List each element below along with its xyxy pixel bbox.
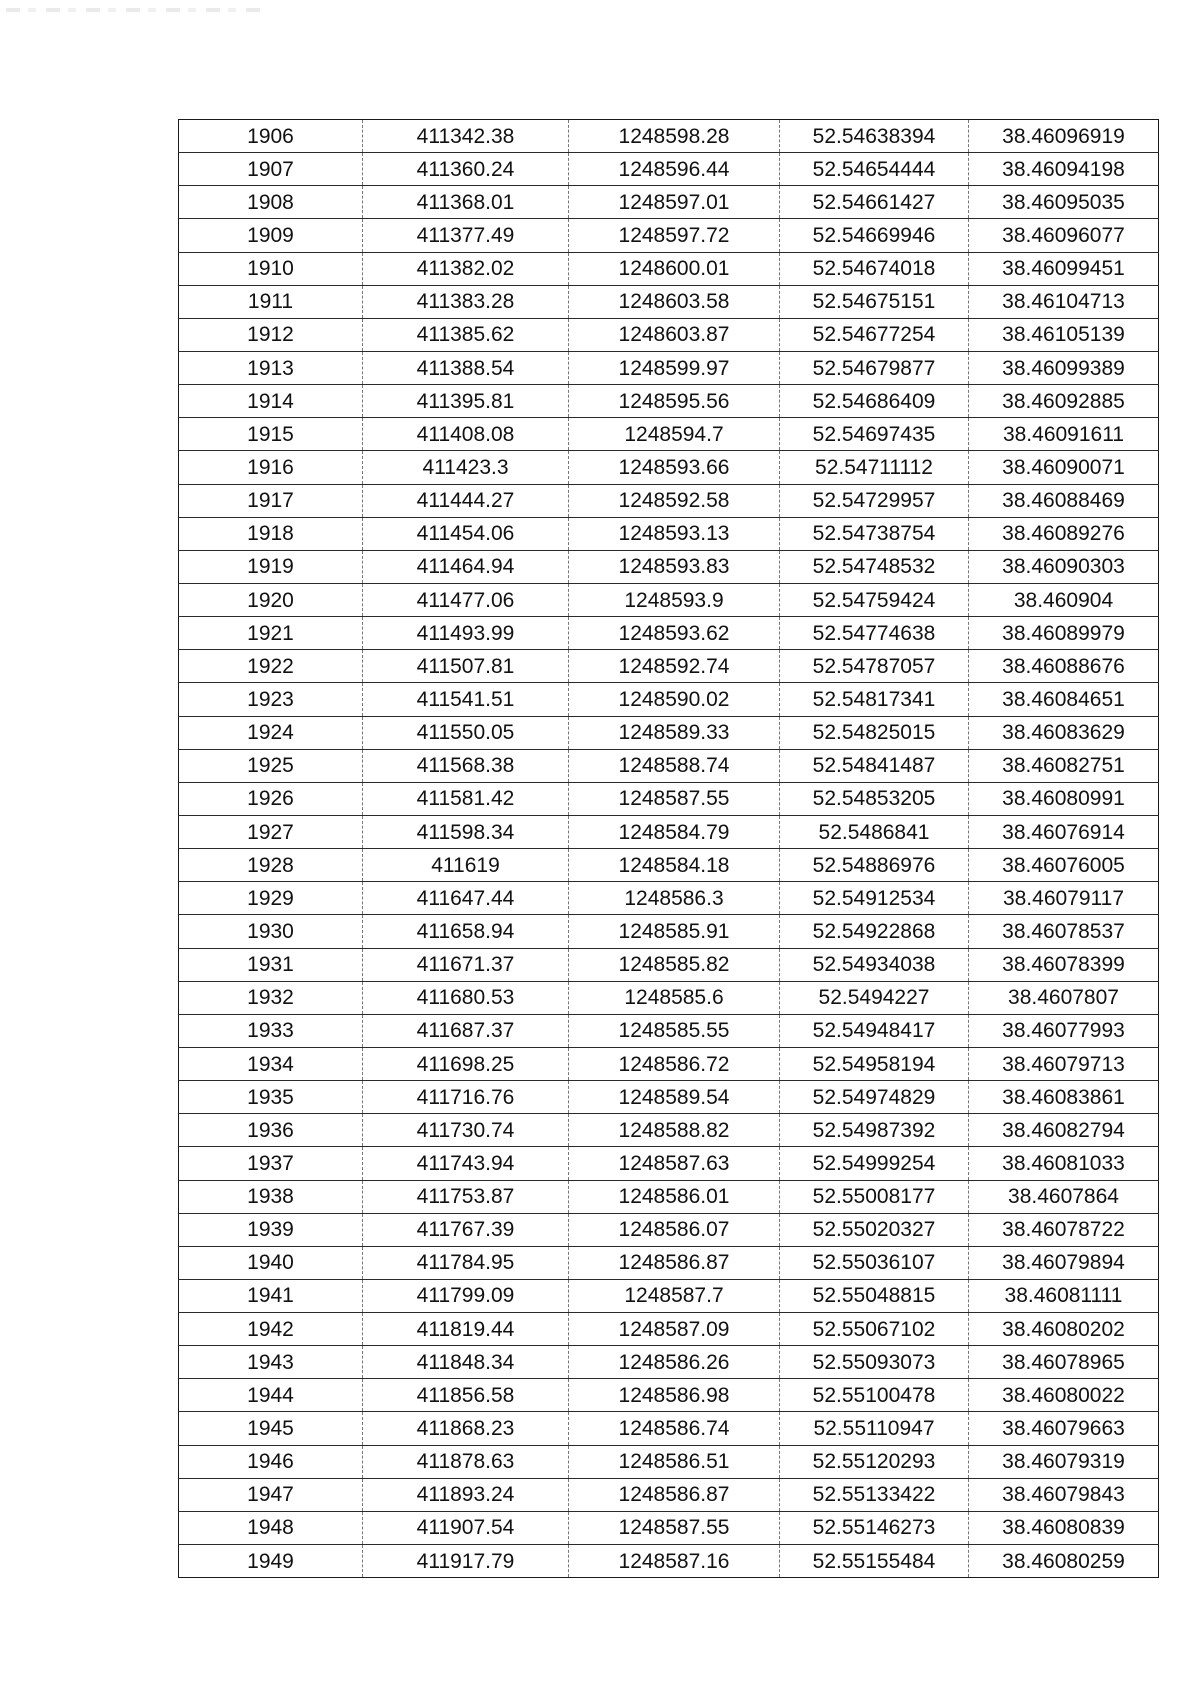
coordinate-a-cell: 52.54853205	[780, 782, 969, 815]
coordinate-a-cell: 52.54958194	[780, 1047, 969, 1080]
coordinate-a-cell: 52.55133422	[780, 1478, 969, 1511]
northing-cell: 1248586.07	[569, 1213, 780, 1246]
coordinates-table-body	[179, 120, 1159, 1578]
coordinate-b-cell: 38.46079843	[969, 1478, 1159, 1511]
point-number-cell: 1906	[179, 120, 363, 153]
table-row	[179, 351, 1159, 384]
table-row	[179, 782, 1159, 815]
easting-cell: 411444.27	[363, 484, 569, 517]
coordinate-a-cell: 52.54817341	[780, 683, 969, 716]
northing-cell: 1248593.66	[569, 451, 780, 484]
point-number-cell: 1949	[179, 1545, 363, 1578]
coordinate-b-cell: 38.46095035	[969, 186, 1159, 219]
point-number-cell: 1937	[179, 1147, 363, 1180]
coordinate-b-cell: 38.46094198	[969, 153, 1159, 186]
table-row	[179, 1346, 1159, 1379]
coordinate-a-cell: 52.54654444	[780, 153, 969, 186]
point-number-cell: 1923	[179, 683, 363, 716]
coordinate-b-cell: 38.46104713	[969, 285, 1159, 318]
table-row	[179, 1081, 1159, 1114]
table-row	[179, 749, 1159, 782]
point-number-cell: 1925	[179, 749, 363, 782]
table-row	[179, 716, 1159, 749]
northing-cell: 1248584.79	[569, 815, 780, 848]
coordinate-a-cell: 52.54669946	[780, 219, 969, 252]
point-number-cell: 1946	[179, 1445, 363, 1478]
coordinate-a-cell: 52.54774638	[780, 617, 969, 650]
point-number-cell: 1915	[179, 418, 363, 451]
table-row	[179, 451, 1159, 484]
table-row	[179, 1445, 1159, 1478]
table-row	[179, 1246, 1159, 1279]
point-number-cell: 1944	[179, 1379, 363, 1412]
point-number-cell: 1918	[179, 517, 363, 550]
coordinate-b-cell: 38.460904	[969, 583, 1159, 616]
table-row	[179, 418, 1159, 451]
coordinate-a-cell: 52.55100478	[780, 1379, 969, 1412]
easting-cell: 411671.37	[363, 948, 569, 981]
easting-cell: 411687.37	[363, 1014, 569, 1047]
coordinate-b-cell: 38.46080202	[969, 1313, 1159, 1346]
easting-cell: 411658.94	[363, 915, 569, 948]
coordinate-a-cell: 52.54711112	[780, 451, 969, 484]
table-row	[179, 252, 1159, 285]
coordinate-a-cell: 52.54677254	[780, 318, 969, 351]
coordinate-a-cell: 52.55093073	[780, 1346, 969, 1379]
point-number-cell: 1935	[179, 1081, 363, 1114]
coordinate-a-cell: 52.55146273	[780, 1511, 969, 1544]
coordinate-a-cell: 52.54886976	[780, 849, 969, 882]
coordinate-b-cell: 38.46090071	[969, 451, 1159, 484]
point-number-cell: 1941	[179, 1279, 363, 1312]
northing-cell: 1248586.3	[569, 882, 780, 915]
coordinate-a-cell: 52.54987392	[780, 1114, 969, 1147]
easting-cell: 411368.01	[363, 186, 569, 219]
point-number-cell: 1947	[179, 1478, 363, 1511]
northing-cell: 1248586.87	[569, 1478, 780, 1511]
easting-cell: 411408.08	[363, 418, 569, 451]
point-number-cell: 1940	[179, 1246, 363, 1279]
coordinate-b-cell: 38.46079894	[969, 1246, 1159, 1279]
coordinate-b-cell: 38.46079713	[969, 1047, 1159, 1080]
point-number-cell: 1919	[179, 550, 363, 583]
coordinate-b-cell: 38.46079117	[969, 882, 1159, 915]
coordinate-b-cell: 38.46078722	[969, 1213, 1159, 1246]
coordinate-a-cell: 52.55036107	[780, 1246, 969, 1279]
easting-cell: 411799.09	[363, 1279, 569, 1312]
coordinate-a-cell: 52.54738754	[780, 517, 969, 550]
coordinate-b-cell: 38.46077993	[969, 1014, 1159, 1047]
coordinate-a-cell: 52.5486841	[780, 815, 969, 848]
coordinate-b-cell: 38.46090303	[969, 550, 1159, 583]
table-row	[179, 650, 1159, 683]
coordinate-b-cell: 38.46091611	[969, 418, 1159, 451]
coordinate-b-cell: 38.46080259	[969, 1545, 1159, 1578]
point-number-cell: 1934	[179, 1047, 363, 1080]
coordinate-a-cell: 52.54675151	[780, 285, 969, 318]
table-row	[179, 1180, 1159, 1213]
northing-cell: 1248592.58	[569, 484, 780, 517]
easting-cell: 411680.53	[363, 981, 569, 1014]
table-row	[179, 683, 1159, 716]
northing-cell: 1248585.55	[569, 1014, 780, 1047]
easting-cell: 411848.34	[363, 1346, 569, 1379]
table-row	[179, 186, 1159, 219]
northing-cell: 1248603.87	[569, 318, 780, 351]
point-number-cell: 1922	[179, 650, 363, 683]
point-number-cell: 1929	[179, 882, 363, 915]
coordinate-a-cell: 52.5494227	[780, 981, 969, 1014]
coordinate-b-cell: 38.46092885	[969, 385, 1159, 418]
easting-cell: 411598.34	[363, 815, 569, 848]
coordinate-a-cell: 52.54787057	[780, 650, 969, 683]
northing-cell: 1248597.01	[569, 186, 780, 219]
table-row	[179, 153, 1159, 186]
coordinate-a-cell: 52.55120293	[780, 1445, 969, 1478]
coordinate-a-cell: 52.54841487	[780, 749, 969, 782]
point-number-cell: 1938	[179, 1180, 363, 1213]
coordinate-b-cell: 38.4607864	[969, 1180, 1159, 1213]
easting-cell: 411730.74	[363, 1114, 569, 1147]
table-row	[179, 1545, 1159, 1578]
northing-cell: 1248586.72	[569, 1047, 780, 1080]
coordinate-b-cell: 38.46080022	[969, 1379, 1159, 1412]
point-number-cell: 1933	[179, 1014, 363, 1047]
table-row	[179, 948, 1159, 981]
point-number-cell: 1910	[179, 252, 363, 285]
coordinate-b-cell: 38.46082751	[969, 749, 1159, 782]
coordinate-b-cell: 38.46081033	[969, 1147, 1159, 1180]
coordinate-a-cell: 52.54948417	[780, 1014, 969, 1047]
northing-cell: 1248587.09	[569, 1313, 780, 1346]
northing-cell: 1248588.82	[569, 1114, 780, 1147]
easting-cell: 411893.24	[363, 1478, 569, 1511]
coordinate-b-cell: 38.46083861	[969, 1081, 1159, 1114]
coordinate-a-cell: 52.54934038	[780, 948, 969, 981]
easting-cell: 411454.06	[363, 517, 569, 550]
northing-cell: 1248585.6	[569, 981, 780, 1014]
coordinate-b-cell: 38.46083629	[969, 716, 1159, 749]
coordinate-b-cell: 38.46089979	[969, 617, 1159, 650]
northing-cell: 1248599.97	[569, 351, 780, 384]
coordinate-a-cell: 52.55008177	[780, 1180, 969, 1213]
point-number-cell: 1920	[179, 583, 363, 616]
northing-cell: 1248593.13	[569, 517, 780, 550]
table-row	[179, 1511, 1159, 1544]
northing-cell: 1248586.87	[569, 1246, 780, 1279]
coordinate-a-cell: 52.54974829	[780, 1081, 969, 1114]
point-number-cell: 1948	[179, 1511, 363, 1544]
northing-cell: 1248598.28	[569, 120, 780, 153]
easting-cell: 411423.3	[363, 451, 569, 484]
point-number-cell: 1924	[179, 716, 363, 749]
easting-cell: 411619	[363, 849, 569, 882]
scan-artifact	[6, 8, 266, 12]
easting-cell: 411907.54	[363, 1511, 569, 1544]
coordinate-b-cell: 38.46078537	[969, 915, 1159, 948]
coordinate-b-cell: 38.4607807	[969, 981, 1159, 1014]
northing-cell: 1248589.33	[569, 716, 780, 749]
table-row	[179, 1147, 1159, 1180]
point-number-cell: 1916	[179, 451, 363, 484]
coordinate-a-cell: 52.54729957	[780, 484, 969, 517]
coordinate-b-cell: 38.46088469	[969, 484, 1159, 517]
easting-cell: 411767.39	[363, 1213, 569, 1246]
table-row	[179, 849, 1159, 882]
northing-cell: 1248595.56	[569, 385, 780, 418]
coordinate-a-cell: 52.54661427	[780, 186, 969, 219]
point-number-cell: 1908	[179, 186, 363, 219]
coordinate-a-cell: 52.55048815	[780, 1279, 969, 1312]
coordinate-b-cell: 38.46079663	[969, 1412, 1159, 1445]
coordinate-a-cell: 52.55110947	[780, 1412, 969, 1445]
coordinate-b-cell: 38.46084651	[969, 683, 1159, 716]
coordinate-a-cell: 52.54999254	[780, 1147, 969, 1180]
coordinate-b-cell: 38.46089276	[969, 517, 1159, 550]
easting-cell: 411360.24	[363, 153, 569, 186]
easting-cell: 411917.79	[363, 1545, 569, 1578]
table-row	[179, 583, 1159, 616]
point-number-cell: 1909	[179, 219, 363, 252]
easting-cell: 411698.25	[363, 1047, 569, 1080]
point-number-cell: 1942	[179, 1313, 363, 1346]
table-row	[179, 517, 1159, 550]
coordinate-a-cell: 52.54759424	[780, 583, 969, 616]
table-row	[179, 1478, 1159, 1511]
northing-cell: 1248600.01	[569, 252, 780, 285]
coordinate-b-cell: 38.46082794	[969, 1114, 1159, 1147]
northing-cell: 1248597.72	[569, 219, 780, 252]
northing-cell: 1248584.18	[569, 849, 780, 882]
northing-cell: 1248594.7	[569, 418, 780, 451]
table-row	[179, 1114, 1159, 1147]
coordinate-a-cell: 52.54912534	[780, 882, 969, 915]
point-number-cell: 1907	[179, 153, 363, 186]
northing-cell: 1248587.7	[569, 1279, 780, 1312]
easting-cell: 411784.95	[363, 1246, 569, 1279]
coordinate-a-cell: 52.55020327	[780, 1213, 969, 1246]
coordinate-b-cell: 38.46076005	[969, 849, 1159, 882]
easting-cell: 411550.05	[363, 716, 569, 749]
easting-cell: 411716.76	[363, 1081, 569, 1114]
coordinate-a-cell: 52.54638394	[780, 120, 969, 153]
table-row	[179, 882, 1159, 915]
table-row	[179, 385, 1159, 418]
coordinate-b-cell: 38.46099451	[969, 252, 1159, 285]
easting-cell: 411464.94	[363, 550, 569, 583]
table-row	[179, 1014, 1159, 1047]
coordinate-a-cell: 52.54922868	[780, 915, 969, 948]
northing-cell: 1248586.74	[569, 1412, 780, 1445]
easting-cell: 411382.02	[363, 252, 569, 285]
point-number-cell: 1939	[179, 1213, 363, 1246]
coordinate-b-cell: 38.46081111	[969, 1279, 1159, 1312]
coordinate-a-cell: 52.54697435	[780, 418, 969, 451]
northing-cell: 1248593.62	[569, 617, 780, 650]
northing-cell: 1248586.51	[569, 1445, 780, 1478]
northing-cell: 1248589.54	[569, 1081, 780, 1114]
coordinate-a-cell: 52.54679877	[780, 351, 969, 384]
coordinate-a-cell: 52.55155484	[780, 1545, 969, 1578]
point-number-cell: 1927	[179, 815, 363, 848]
coordinate-b-cell: 38.46079319	[969, 1445, 1159, 1478]
easting-cell: 411507.81	[363, 650, 569, 683]
easting-cell: 411581.42	[363, 782, 569, 815]
northing-cell: 1248592.74	[569, 650, 780, 683]
easting-cell: 411385.62	[363, 318, 569, 351]
point-number-cell: 1930	[179, 915, 363, 948]
northing-cell: 1248590.02	[569, 683, 780, 716]
table-row	[179, 915, 1159, 948]
point-number-cell: 1917	[179, 484, 363, 517]
easting-cell: 411878.63	[363, 1445, 569, 1478]
point-number-cell: 1911	[179, 285, 363, 318]
northing-cell: 1248585.91	[569, 915, 780, 948]
easting-cell: 411477.06	[363, 583, 569, 616]
table-row	[179, 815, 1159, 848]
easting-cell: 411568.38	[363, 749, 569, 782]
easting-cell: 411541.51	[363, 683, 569, 716]
easting-cell: 411388.54	[363, 351, 569, 384]
table-row	[179, 219, 1159, 252]
coordinate-b-cell: 38.46096919	[969, 120, 1159, 153]
northing-cell: 1248587.55	[569, 782, 780, 815]
easting-cell: 411342.38	[363, 120, 569, 153]
easting-cell: 411395.81	[363, 385, 569, 418]
coordinate-a-cell: 52.54674018	[780, 252, 969, 285]
easting-cell: 411743.94	[363, 1147, 569, 1180]
point-number-cell: 1945	[179, 1412, 363, 1445]
coordinate-b-cell: 38.46076914	[969, 815, 1159, 848]
coordinate-b-cell: 38.46078965	[969, 1346, 1159, 1379]
northing-cell: 1248587.55	[569, 1511, 780, 1544]
table-row	[179, 617, 1159, 650]
northing-cell: 1248593.83	[569, 550, 780, 583]
coordinate-a-cell: 52.54748532	[780, 550, 969, 583]
point-number-cell: 1921	[179, 617, 363, 650]
point-number-cell: 1914	[179, 385, 363, 418]
table-row	[179, 1213, 1159, 1246]
point-number-cell: 1936	[179, 1114, 363, 1147]
easting-cell: 411868.23	[363, 1412, 569, 1445]
coordinate-b-cell: 38.46099389	[969, 351, 1159, 384]
coordinate-a-cell: 52.54686409	[780, 385, 969, 418]
table-row	[179, 1047, 1159, 1080]
point-number-cell: 1926	[179, 782, 363, 815]
table-row	[179, 981, 1159, 1014]
table-row	[179, 120, 1159, 153]
northing-cell: 1248603.58	[569, 285, 780, 318]
point-number-cell: 1928	[179, 849, 363, 882]
northing-cell: 1248586.98	[569, 1379, 780, 1412]
easting-cell: 411377.49	[363, 219, 569, 252]
northing-cell: 1248586.26	[569, 1346, 780, 1379]
table-row	[179, 1313, 1159, 1346]
easting-cell: 411856.58	[363, 1379, 569, 1412]
coordinates-table	[178, 119, 1159, 1578]
easting-cell: 411819.44	[363, 1313, 569, 1346]
point-number-cell: 1943	[179, 1346, 363, 1379]
point-number-cell: 1931	[179, 948, 363, 981]
table-row	[179, 285, 1159, 318]
table-row	[179, 1412, 1159, 1445]
table-row	[179, 1279, 1159, 1312]
northing-cell: 1248586.01	[569, 1180, 780, 1213]
point-number-cell: 1913	[179, 351, 363, 384]
coordinate-b-cell: 38.46105139	[969, 318, 1159, 351]
easting-cell: 411493.99	[363, 617, 569, 650]
northing-cell: 1248587.16	[569, 1545, 780, 1578]
northing-cell: 1248585.82	[569, 948, 780, 981]
easting-cell: 411647.44	[363, 882, 569, 915]
coordinate-b-cell: 38.46096077	[969, 219, 1159, 252]
coordinate-b-cell: 38.46080991	[969, 782, 1159, 815]
easting-cell: 411753.87	[363, 1180, 569, 1213]
table-row	[179, 550, 1159, 583]
northing-cell: 1248593.9	[569, 583, 780, 616]
coordinate-b-cell: 38.46078399	[969, 948, 1159, 981]
northing-cell: 1248596.44	[569, 153, 780, 186]
point-number-cell: 1912	[179, 318, 363, 351]
table-row	[179, 484, 1159, 517]
easting-cell: 411383.28	[363, 285, 569, 318]
northing-cell: 1248588.74	[569, 749, 780, 782]
coordinate-b-cell: 38.46088676	[969, 650, 1159, 683]
table-row	[179, 318, 1159, 351]
table-row	[179, 1379, 1159, 1412]
coordinate-a-cell: 52.54825015	[780, 716, 969, 749]
coordinate-b-cell: 38.46080839	[969, 1511, 1159, 1544]
northing-cell: 1248587.63	[569, 1147, 780, 1180]
coordinate-a-cell: 52.55067102	[780, 1313, 969, 1346]
point-number-cell: 1932	[179, 981, 363, 1014]
